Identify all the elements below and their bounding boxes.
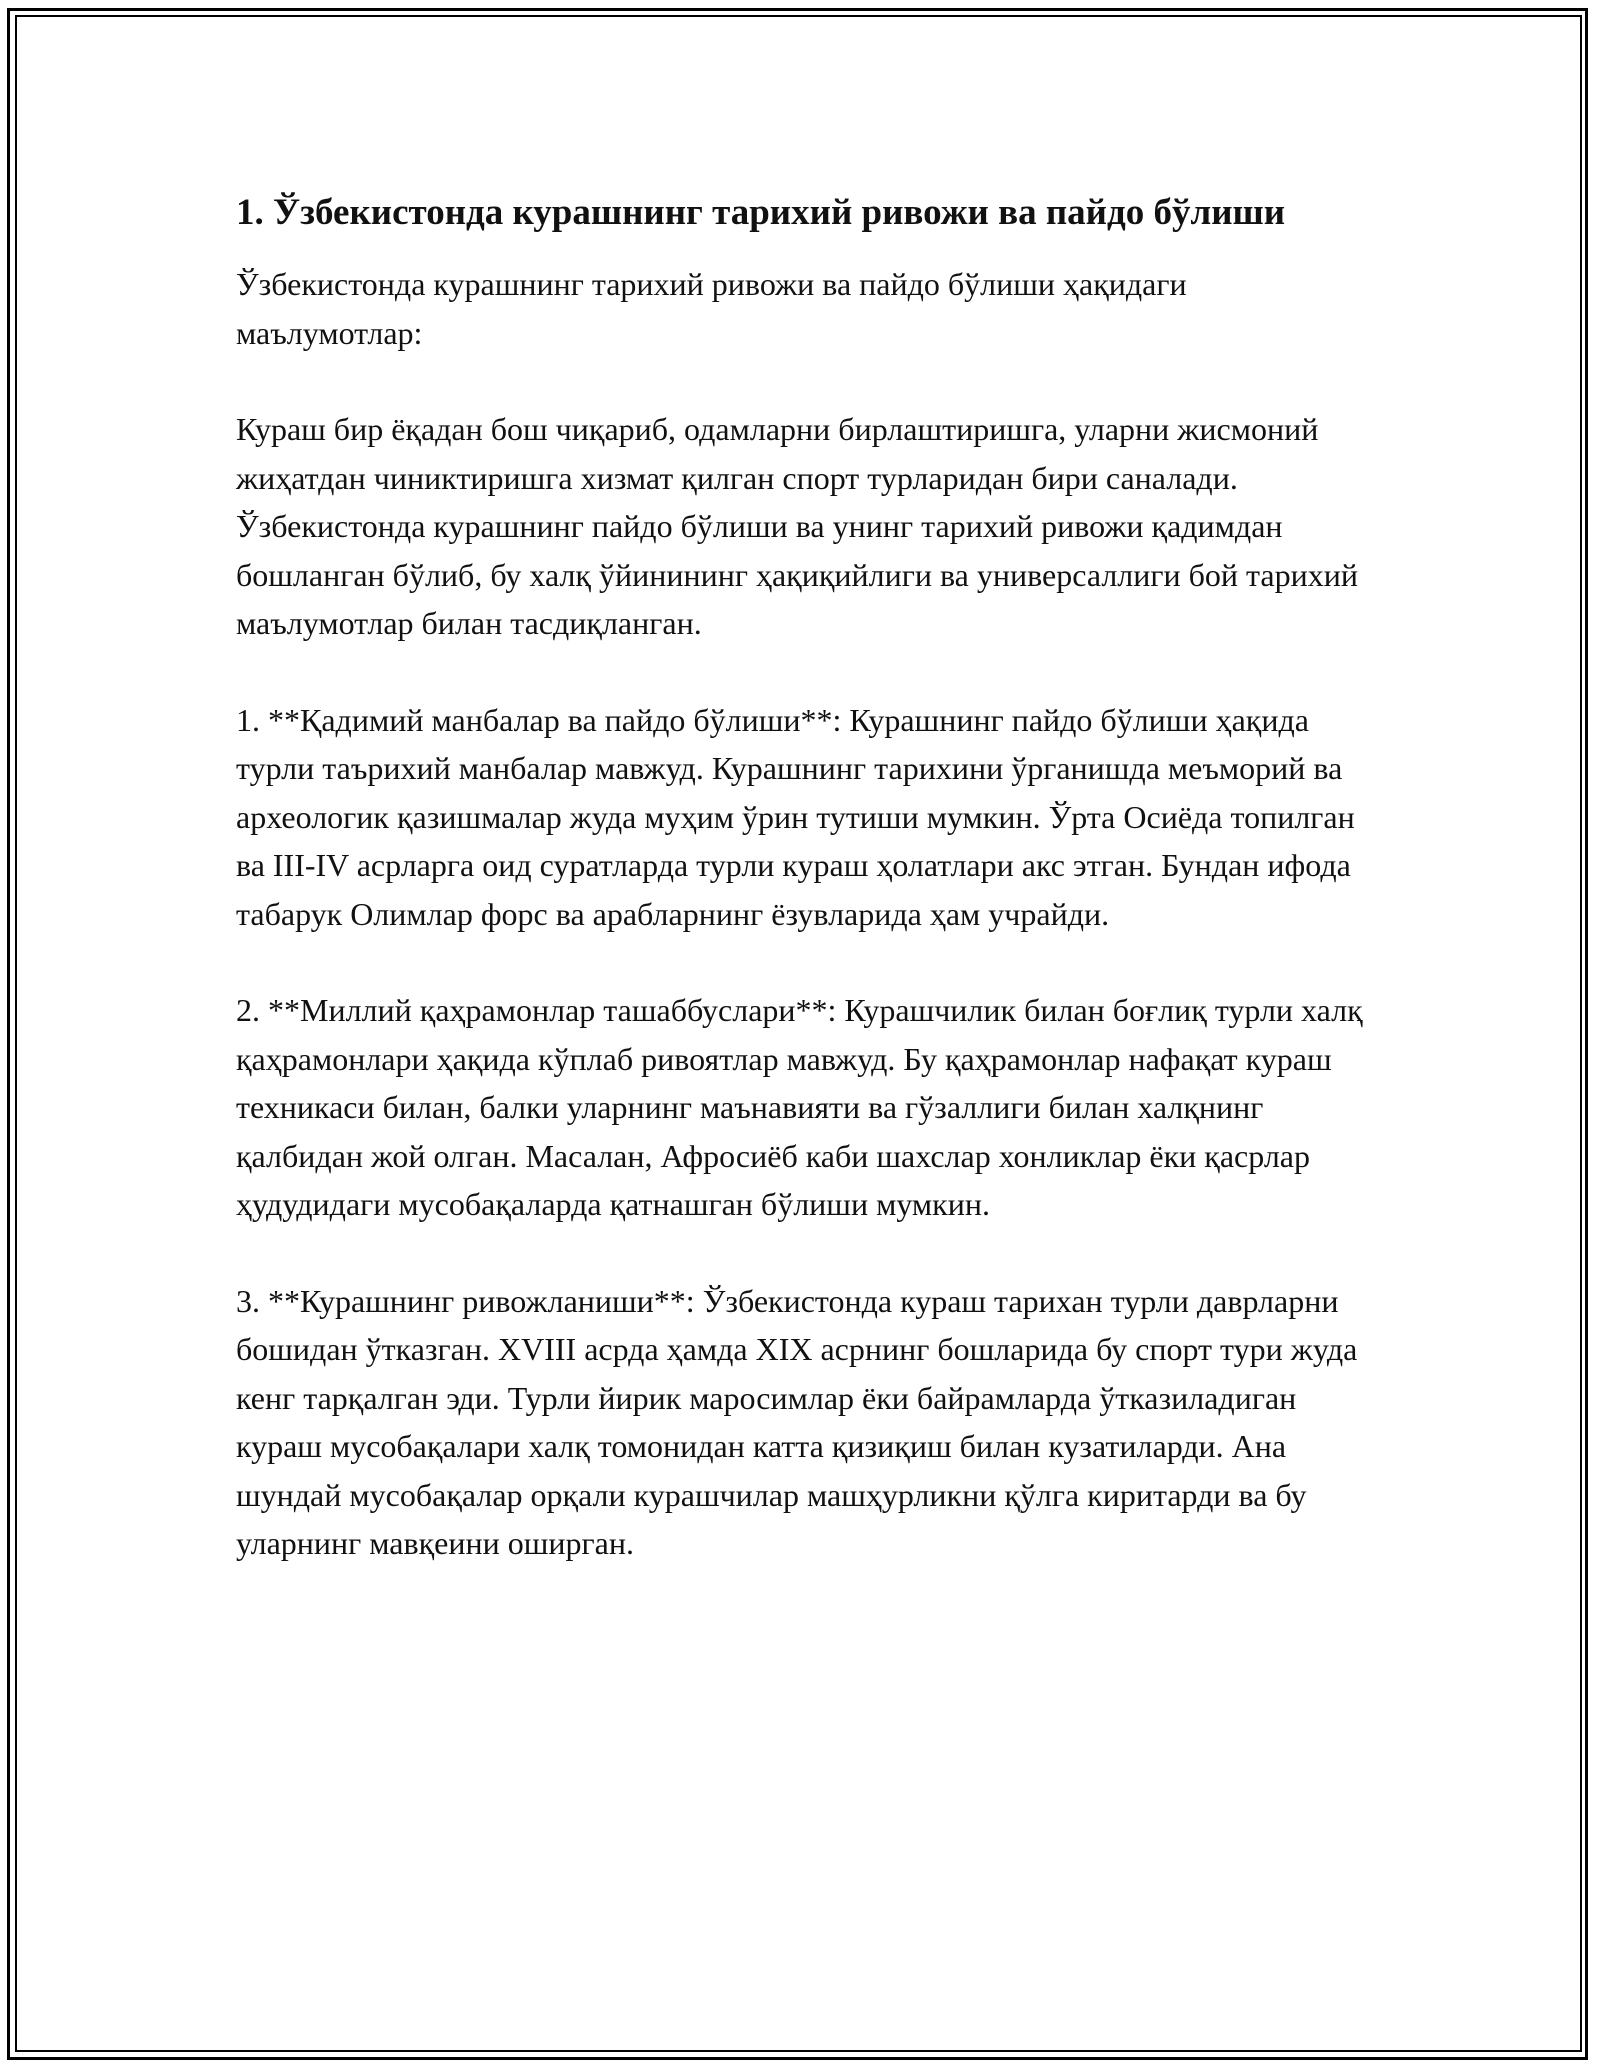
paragraph-overview: Кураш бир ёқадан бош чиқариб, одамларни бирлаштиришга, уларни жисмоний жиҳатдан чиниктиришга хизмат қилган спорт турларидан бири саналади. Ўзбекистонда курашнинг пайдо бўлиши ва унинг тарихий ривожи қадимдан бошланган бўлиб, бу халқ ўйинининг ҳақиқийлиги ва универсаллиги бой тарихий маълумотлар билан тасдиқланган. <box>236 411 1358 641</box>
paragraph-ancient-sources: 1. **Қадимий манбалар ва пайдо бўлиши**: Курашнинг пайдо бўлиши ҳақида турли таърихий манбалар мавжуд. Курашнинг тарихини ўрганишда меъморий ва археологик қазишмалар жуда муҳим ўрин тутиши мумкин. Ўрта Осиёда топилган ва III-IV асрларга оид суратларда турли кураш ҳолатлари акс этган. Бундан ифода табарук Олимлар форс ва арабларнинг ёзувларида ҳам учрайди. <box>236 701 1355 932</box>
document-heading: 1. Ўзбекистонда курашнинг тарихий ривожи ва пайдо бўлиши <box>236 192 1286 233</box>
paragraph-national-heroes: 2. **Миллий қаҳрамонлар ташаббуслари**: Курашчилик билан боғлиқ турли халқ қаҳрамонлари ҳақида кўплаб ривоятлар мавжуд. Бу қаҳрамонлар нафақат кураш техникаси билан, балки уларнинг маънавияти ва гўзаллиги билан халқнинг қалбидан жой олган. Масалан, Афросиёб каби шахслар хонликлар ёки қасрлар ҳудудидаги мусобақаларда қатнашган бўлиши мумкин. <box>236 992 1363 1222</box>
document-body <box>236 186 1376 1616</box>
paragraph-intro: Ўзбекистонда курашнинг тарихий ривожи ва пайдо бўлиши ҳақидаги маълумотлар: <box>236 266 1187 351</box>
paragraph-development: 3. **Курашнинг ривожланиши**: Ўзбекистонда кураш тарихан турли даврларни бошидан ўтказган. XVIII асрда ҳамда XIX асрнинг бошларида бу спорт тури жуда кенг тарқалган эди. Турли йирик маросимлар ёки байрамларда ўтказиладиган кураш мусобақалари халқ томонидан катта қизиқиш билан кузатиларди. Ана шундай мусобақалар орқали курашчилар машҳурликни қўлга киритарди ва бу уларнинг мавқеини оширган. <box>236 1282 1358 1561</box>
